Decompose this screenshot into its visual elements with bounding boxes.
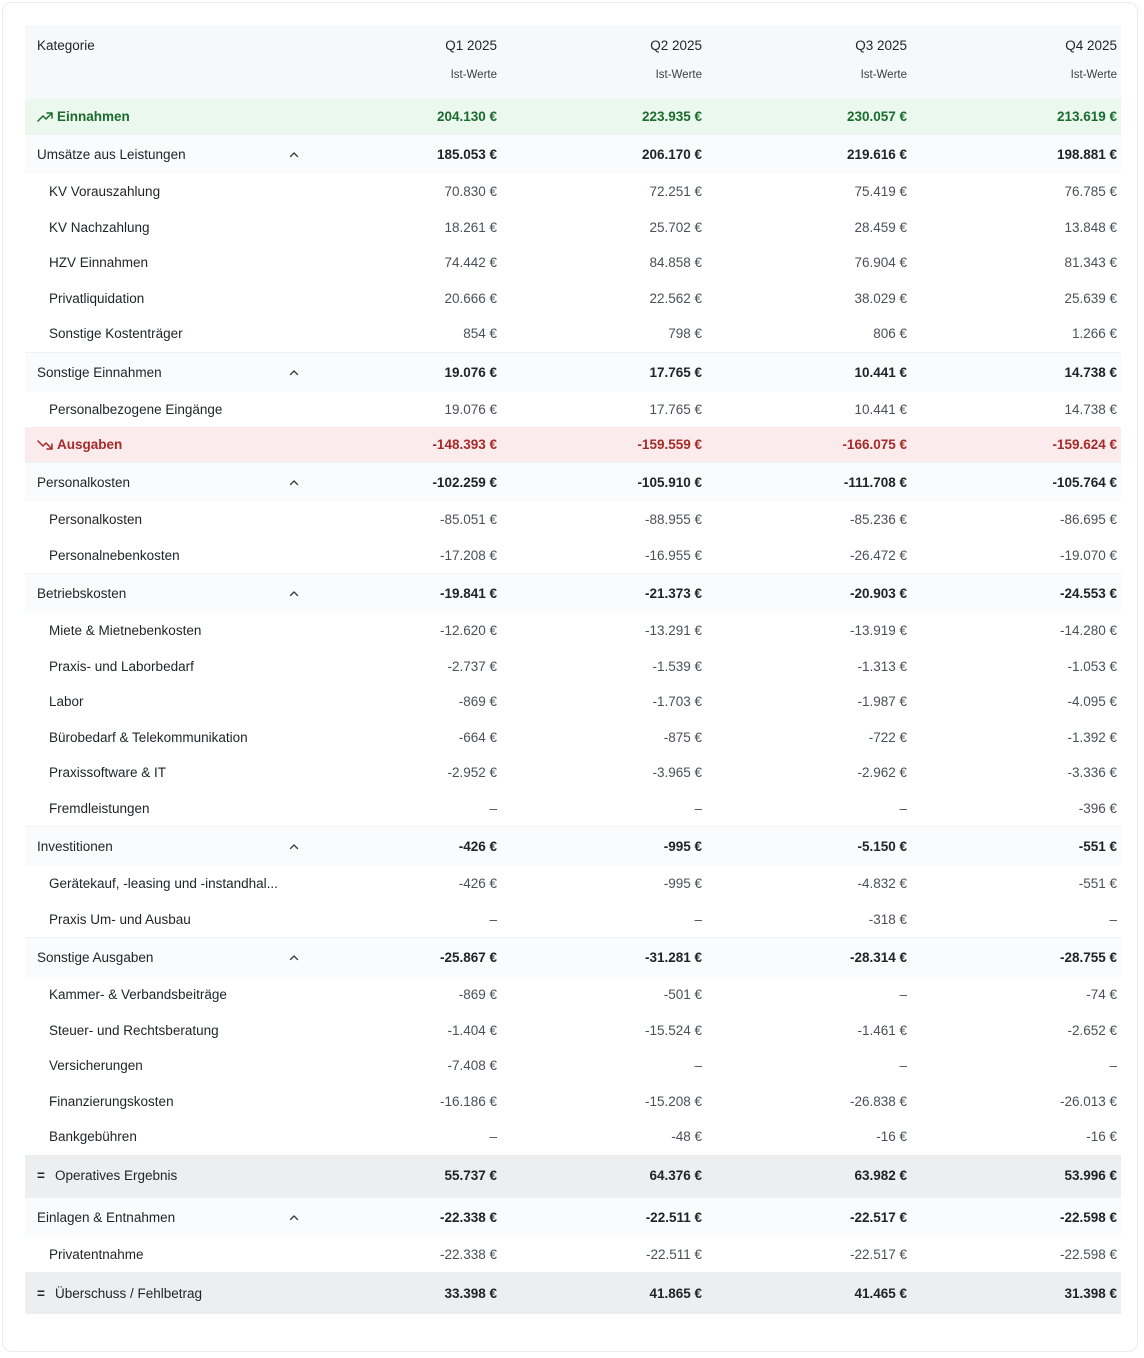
row-label-text: Personalbezogene Eingänge [49, 401, 223, 417]
row-label [25, 791, 301, 827]
row-label-text: Privatliquidation [49, 290, 145, 306]
cell-q1: 854 € [463, 326, 497, 342]
row-label-text: Ausgaben [57, 437, 123, 452]
cell-q4: -1.053 € [1067, 658, 1117, 674]
cell-q4: 14.738 € [911, 352, 1121, 392]
group-row[interactable] [25, 574, 1121, 614]
total-row [25, 1272, 1121, 1314]
row-label-text: Sonstige Ausgaben [37, 950, 154, 965]
cell-q2: -3.965 € [652, 765, 702, 781]
cell-q4: 13.848 € [1064, 219, 1117, 235]
row-label [25, 392, 301, 428]
row-label [25, 427, 301, 463]
cell-q3: 806 € [873, 326, 907, 342]
cell-q4: -551 € [911, 827, 1121, 867]
cell-q1: 33.398 € [301, 1272, 501, 1314]
row-label-text: Betriebskosten [37, 586, 127, 601]
cell-q1: -16.186 € [439, 1093, 497, 1109]
row-label-text: Bankgebühren [49, 1129, 137, 1145]
row-label [25, 827, 301, 867]
table-row [25, 1237, 1121, 1273]
row-label-text: Überschuss / Fehlbetrag [55, 1285, 203, 1301]
cell-q1: -102.259 € [301, 463, 501, 503]
cell-q1: 70.830 € [444, 184, 497, 200]
cell-q4: -551 € [1078, 876, 1117, 892]
chevron-up-icon[interactable] [289, 478, 299, 488]
cell-q2: 22.562 € [649, 290, 702, 306]
cell-q4: 53.996 € [911, 1155, 1121, 1198]
cell-q4: -74 € [1086, 987, 1117, 1003]
header-sub-q2: Ist-Werte [501, 65, 706, 99]
cell-q2: -16.955 € [644, 547, 702, 563]
cell-q2: -22.511 € [645, 1246, 702, 1262]
cell-q2: 64.376 € [501, 1155, 706, 1198]
cell-q4: 213.619 € [911, 99, 1121, 135]
cell-q1: -426 € [458, 876, 497, 892]
row-label-text: Sonstige Einnahmen [37, 364, 162, 380]
cell-q2: -501 € [663, 987, 702, 1003]
cell-q2: 17.765 € [501, 352, 706, 392]
cell-q3: -22.517 € [706, 1197, 911, 1237]
table-row [25, 502, 1121, 538]
cell-q3: -13.919 € [849, 623, 907, 639]
cell-q2: -15.524 € [644, 1022, 702, 1038]
cell-q2: -105.910 € [501, 463, 706, 503]
cell-q1: -426 € [301, 827, 501, 867]
row-label [25, 684, 301, 720]
row-label [25, 574, 301, 614]
cell-q2: 84.858 € [649, 255, 702, 271]
cell-q1: – [489, 800, 497, 816]
header-q1[interactable]: Q1 2025 [301, 25, 501, 65]
cell-q1: -12.620 € [439, 623, 497, 639]
cell-q1: -25.867 € [301, 938, 501, 978]
equals-icon: = [37, 1285, 45, 1301]
table-row [25, 538, 1121, 574]
cell-q3: -1.313 € [857, 658, 907, 674]
cell-q1: -869 € [458, 987, 497, 1003]
cell-q2: – [694, 800, 702, 816]
cell-q2: -22.511 € [501, 1197, 706, 1237]
row-label [25, 649, 301, 685]
cell-q2: -15.208 € [644, 1093, 702, 1109]
row-label [25, 502, 301, 538]
cell-q1: -148.393 € [301, 427, 501, 463]
group-row[interactable] [25, 938, 1121, 978]
cell-q4: -26.013 € [1059, 1093, 1117, 1109]
header-sub-empty [25, 65, 301, 99]
row-label [25, 463, 301, 503]
row-label-text: Kammer- & Verbandsbeiträge [49, 987, 227, 1003]
row-label-text: Steuer- und Rechtsberatung [49, 1022, 219, 1038]
table-row [25, 866, 1121, 902]
cell-q3: -111.708 € [706, 463, 911, 503]
cell-q3: – [899, 987, 907, 1003]
row-label-text: Umsätze aus Leistungen [37, 147, 186, 162]
table-row [25, 174, 1121, 210]
group-row[interactable] [25, 1197, 1121, 1237]
table-row [25, 1084, 1121, 1120]
table-row [25, 720, 1121, 756]
cell-q4: 81.343 € [1064, 255, 1117, 271]
chevron-up-icon[interactable] [289, 1213, 299, 1223]
header-subrow [25, 65, 1121, 99]
total-row [25, 1155, 1121, 1198]
cell-q1: 74.442 € [444, 255, 497, 271]
row-label-text: Finanzierungskosten [49, 1093, 174, 1109]
row-label-text: Versicherungen [49, 1058, 143, 1074]
cell-q4: -159.624 € [911, 427, 1121, 463]
cell-q2: -995 € [501, 827, 706, 867]
cell-q1: 18.261 € [444, 219, 497, 235]
cell-q3: 75.419 € [854, 184, 907, 200]
header-kategorie: Kategorie [25, 25, 301, 65]
cell-q1: 185.053 € [301, 135, 501, 175]
header-sub-q4: Ist-Werte [911, 65, 1121, 99]
cell-q3: -2.962 € [857, 765, 907, 781]
cell-q4: -1.392 € [1067, 729, 1117, 745]
row-label-text: Personalnebenkosten [49, 547, 180, 563]
cell-q3: 76.904 € [854, 255, 907, 271]
row-label [25, 1237, 301, 1273]
row-label-text: Investitionen [37, 839, 113, 854]
chevron-up-icon[interactable] [289, 150, 299, 160]
row-label [25, 210, 301, 246]
header-sub-q1: Ist-Werte [301, 65, 501, 99]
cell-q3: 10.441 € [854, 401, 907, 417]
header-row [25, 25, 1121, 65]
cell-q3: -166.075 € [706, 427, 911, 463]
trending-down-icon [37, 440, 53, 450]
trending-up-icon [37, 112, 53, 122]
table-row [25, 281, 1121, 317]
row-label [25, 938, 301, 978]
cell-q4: -105.764 € [911, 463, 1121, 503]
table-row [25, 791, 1121, 827]
row-label [25, 281, 301, 317]
row-label [25, 1084, 301, 1120]
cell-q4: -24.553 € [911, 574, 1121, 614]
cell-q1: -22.338 € [301, 1197, 501, 1237]
cell-q2: 798 € [668, 326, 702, 342]
row-label-text: Miete & Mietnebenkosten [49, 623, 202, 639]
cell-q2: 206.170 € [501, 135, 706, 175]
group-row[interactable] [25, 463, 1121, 503]
row-label [25, 316, 301, 352]
cell-q3: -1.461 € [857, 1022, 907, 1038]
row-label [25, 866, 301, 902]
table-row [25, 977, 1121, 1013]
row-label-text: Personalkosten [37, 475, 131, 490]
table-row [25, 1119, 1121, 1155]
row-label-text: Personalkosten [49, 512, 143, 528]
group-row[interactable] [25, 827, 1121, 867]
cell-q4: -4.095 € [1067, 694, 1117, 710]
cell-q1: -869 € [458, 694, 497, 710]
chevron-up-icon[interactable] [289, 368, 299, 378]
cell-q3: 63.982 € [706, 1155, 911, 1198]
cell-q1: -85.051 € [439, 512, 497, 528]
row-label [25, 1119, 301, 1155]
cell-q4: – [1109, 1058, 1117, 1074]
row-label [25, 902, 301, 938]
cell-q3: -22.517 € [849, 1246, 907, 1262]
row-label-text: Operatives Ergebnis [55, 1168, 178, 1183]
row-label [25, 245, 301, 281]
table-row [25, 245, 1121, 281]
cell-q2: – [694, 911, 702, 927]
row-label [25, 1048, 301, 1084]
cell-q3: 38.029 € [854, 290, 907, 306]
row-label [25, 1272, 301, 1314]
cell-q3: -722 € [868, 729, 907, 745]
table-body [25, 99, 1121, 1314]
chevron-up-icon[interactable] [289, 953, 299, 963]
table-row [25, 210, 1121, 246]
row-label [25, 1013, 301, 1049]
equals-icon: = [37, 1168, 45, 1183]
group-row[interactable] [25, 352, 1121, 392]
cell-q2: -13.291 € [644, 623, 702, 639]
chevron-up-icon[interactable] [289, 842, 299, 852]
cell-q3: – [899, 800, 907, 816]
cell-q2: 25.702 € [649, 219, 702, 235]
cell-q2: 72.251 € [649, 184, 702, 200]
cell-q4: 31.398 € [911, 1272, 1121, 1314]
row-label [25, 720, 301, 756]
row-label-text: Privatentnahme [49, 1246, 144, 1262]
cell-q1: -664 € [458, 729, 497, 745]
row-label-text: Labor [49, 694, 84, 710]
cell-q4: 25.639 € [1064, 290, 1117, 306]
row-label-text: HZV Einnahmen [49, 255, 149, 271]
row-label-text: Fremdleistungen [49, 800, 150, 816]
cell-q2: -48 € [671, 1129, 702, 1145]
cell-q3: 41.465 € [706, 1272, 911, 1314]
cell-q4: -14.280 € [1059, 623, 1117, 639]
row-label [25, 99, 301, 135]
cell-q3: 230.057 € [706, 99, 911, 135]
row-label [25, 755, 301, 791]
header-q4[interactable]: Q4 2025 [911, 25, 1121, 65]
cell-q3: -5.150 € [706, 827, 911, 867]
cell-q2: -995 € [663, 876, 702, 892]
cell-q3: -4.832 € [857, 876, 907, 892]
cell-q1: 20.666 € [444, 290, 497, 306]
row-label [25, 977, 301, 1013]
cell-q3: 28.459 € [854, 219, 907, 235]
cell-q3: 10.441 € [706, 352, 911, 392]
table-row [25, 316, 1121, 352]
cell-q1: 204.130 € [301, 99, 501, 135]
row-label-text: Bürobedarf & Telekommunikation [49, 729, 248, 745]
cell-q2: 17.765 € [649, 401, 702, 417]
cell-q2: -159.559 € [501, 427, 706, 463]
cell-q1: -1.404 € [447, 1022, 497, 1038]
row-label-text: Praxis Um- und Ausbau [49, 911, 191, 927]
cell-q2: -1.703 € [652, 694, 702, 710]
table-row [25, 755, 1121, 791]
cell-q3: -318 € [868, 911, 907, 927]
cell-q1: -2.737 € [447, 658, 497, 674]
table-row [25, 1013, 1121, 1049]
row-label-text: Einnahmen [57, 109, 130, 124]
cell-q4: 76.785 € [1064, 184, 1117, 200]
row-label [25, 538, 301, 574]
cell-q1: – [489, 911, 497, 927]
cell-q2: -31.281 € [501, 938, 706, 978]
header-q3[interactable]: Q3 2025 [706, 25, 911, 65]
cell-q1: 19.076 € [444, 401, 497, 417]
table-row [25, 1048, 1121, 1084]
row-label-text: Praxissoftware & IT [49, 765, 167, 781]
row-label [25, 613, 301, 649]
row-label [25, 1197, 301, 1237]
cell-q1: 19.076 € [301, 352, 501, 392]
cell-q4: -16 € [1086, 1129, 1117, 1145]
row-label-text: Gerätekauf, -leasing und -instandhal... [49, 876, 278, 892]
cell-q1: -19.841 € [301, 574, 501, 614]
cell-q3: – [899, 1058, 907, 1074]
cell-q4: -28.755 € [911, 938, 1121, 978]
table-row [25, 649, 1121, 685]
table-row [25, 613, 1121, 649]
row-label-text: Einlagen & Entnahmen [37, 1209, 176, 1225]
header-sub-q3: Ist-Werte [706, 65, 911, 99]
chevron-up-icon[interactable] [289, 589, 299, 599]
report-card [2, 2, 1138, 1352]
cell-q2: -1.539 € [652, 658, 702, 674]
cell-q2: – [694, 1058, 702, 1074]
quarterly-report-table [25, 25, 1121, 1314]
cell-q2: 41.865 € [501, 1272, 706, 1314]
cell-q3: -1.987 € [857, 694, 907, 710]
table-row [25, 902, 1121, 938]
cell-q1: 55.737 € [301, 1155, 501, 1198]
cell-q1: -17.208 € [439, 547, 497, 563]
row-label-text: KV Vorauszahlung [49, 184, 161, 200]
cell-q2: -875 € [663, 729, 702, 745]
section-row [25, 427, 1121, 463]
cell-q4: – [1109, 911, 1117, 927]
table-row [25, 392, 1121, 428]
cell-q3: 219.616 € [706, 135, 911, 175]
row-label [25, 1155, 301, 1198]
cell-q2: -88.955 € [644, 512, 702, 528]
cell-q3: -16 € [876, 1129, 907, 1145]
cell-q4: -86.695 € [1059, 512, 1117, 528]
row-label-text: Praxis- und Laborbedarf [49, 658, 194, 674]
cell-q3: -85.236 € [849, 512, 907, 528]
row-label [25, 135, 301, 175]
header-q2[interactable]: Q2 2025 [501, 25, 706, 65]
cell-q4: -19.070 € [1059, 547, 1117, 563]
cell-q4: -22.598 € [911, 1197, 1121, 1237]
cell-q1: -2.952 € [447, 765, 497, 781]
group-row[interactable] [25, 135, 1121, 175]
cell-q3: -26.838 € [849, 1093, 907, 1109]
cell-q3: -20.903 € [706, 574, 911, 614]
cell-q4: -2.652 € [1067, 1022, 1117, 1038]
row-label [25, 352, 301, 392]
cell-q3: -28.314 € [706, 938, 911, 978]
cell-q1: – [489, 1129, 497, 1145]
cell-q4: -3.336 € [1067, 765, 1117, 781]
cell-q4: 1.266 € [1071, 326, 1117, 342]
cell-q4: 198.881 € [911, 135, 1121, 175]
cell-q3: -26.472 € [849, 547, 907, 563]
table-row [25, 684, 1121, 720]
row-label-text: Sonstige Kostenträger [49, 326, 183, 342]
cell-q4: 14.738 € [1064, 401, 1117, 417]
cell-q2: -21.373 € [501, 574, 706, 614]
cell-q1: -22.338 € [439, 1246, 497, 1262]
row-label [25, 174, 301, 210]
row-label-text: KV Nachzahlung [49, 219, 150, 235]
cell-q2: 223.935 € [501, 99, 706, 135]
section-row [25, 99, 1121, 135]
cell-q1: -7.408 € [447, 1058, 497, 1074]
cell-q4: -396 € [1078, 800, 1117, 816]
cell-q4: -22.598 € [1059, 1246, 1117, 1262]
